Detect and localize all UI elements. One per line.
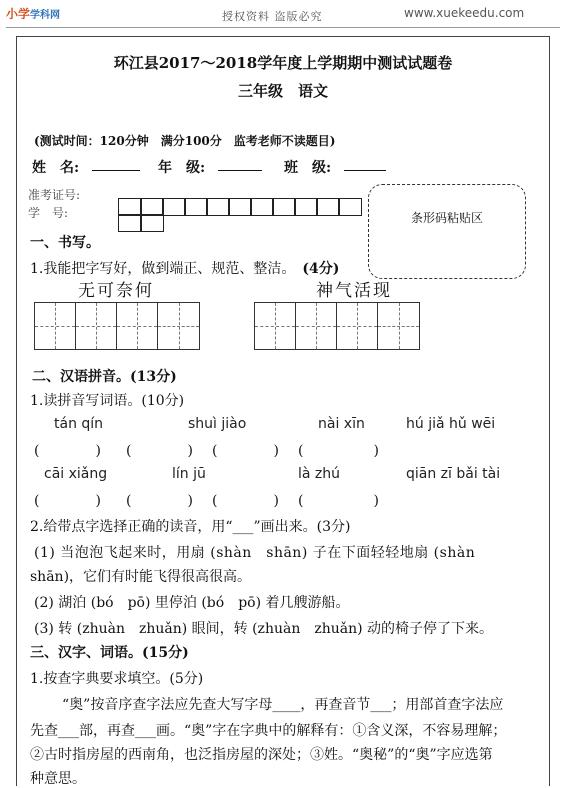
answer-bracket[interactable]: ( ) bbox=[126, 493, 193, 509]
sentence-1b: shān)，它们有时能飞得很高很高。 bbox=[30, 569, 252, 585]
pinyin-item: nài xīn bbox=[318, 416, 365, 432]
pinyin-item: hú jiǎ hǔ wēi bbox=[406, 416, 496, 432]
practice-word-2: 神气活现 bbox=[316, 281, 392, 301]
pinyin-item: shuì jiào bbox=[188, 416, 247, 432]
section2-q2: 2.给带点字选择正确的读音，用“___”画出来。(3分) bbox=[30, 519, 351, 535]
section3-paragraph-line3: ②古时指房屋的西南角，也泛指房屋的深处；③姓。“奥秘”的“奥”字应选第 bbox=[30, 747, 493, 763]
answer-bracket[interactable]: ( ) bbox=[34, 493, 101, 509]
barcode-area: 条形码粘贴区 bbox=[368, 184, 526, 279]
header-divider bbox=[6, 27, 560, 28]
answer-bracket[interactable]: ( ) bbox=[126, 443, 193, 459]
pinyin-item: là zhú bbox=[298, 466, 341, 482]
writing-grid-2[interactable] bbox=[254, 302, 420, 350]
section3-heading: 三、汉字、词语。(15分) bbox=[30, 645, 189, 661]
grade-field[interactable] bbox=[218, 158, 262, 171]
section3-paragraph-line4: 种意思。 bbox=[30, 771, 86, 787]
sentence-2: (2) 湖泊 (bó pō) 里停泊 (bó pō) 着几艘游船。 bbox=[34, 595, 350, 611]
practice-word-1: 无可奈何 bbox=[78, 281, 154, 301]
pinyin-item: lín jū bbox=[172, 466, 206, 482]
class-field[interactable] bbox=[344, 158, 386, 171]
sentence-1a: (1) 当泡泡飞起来时，用扇 (shàn shān) 子在下面轻轻地扇 (shàn bbox=[34, 545, 476, 561]
pinyin-item: tán qín bbox=[54, 416, 104, 432]
answer-bracket[interactable]: ( ) bbox=[34, 443, 101, 459]
pinyin-item: cāi xiǎng bbox=[44, 466, 108, 482]
class-label: 班 级: bbox=[284, 160, 332, 176]
student-id-label: 学 号: bbox=[28, 206, 69, 220]
section2-heading: 二、汉语拼音。(13分) bbox=[32, 369, 177, 385]
exam-info: (测试时间：120分钟 满分100分 监考老师不读题目) bbox=[34, 134, 336, 148]
admission-label: 准考证号: bbox=[28, 188, 81, 202]
pinyin-item: qiān zī bǎi tài bbox=[406, 466, 501, 482]
answer-bracket[interactable]: ( ) bbox=[298, 493, 379, 509]
copyright-notice: 授权资料 盗版必究 bbox=[222, 10, 323, 23]
grade-label: 年 级: bbox=[158, 160, 206, 176]
section1-q1: 1.我能把字写好，做到端正、规范、整洁。 (4分) bbox=[30, 261, 340, 277]
section3-paragraph-line2: 先查___部，再查___画。“奥”字在字典中的解释有：①含义深，不容易理解； bbox=[30, 723, 507, 739]
section3-paragraph-line1: “奥”按音序查字法应先查大写字母____，再查音节___；用部首查字法应 bbox=[62, 697, 504, 713]
answer-bracket[interactable]: ( ) bbox=[212, 443, 279, 459]
exam-subtitle: 三年级 语文 bbox=[237, 82, 328, 100]
section1-heading: 一、书写。 bbox=[30, 235, 100, 251]
section3-q1: 1.按查字典要求填空。(5分) bbox=[30, 671, 204, 687]
section2-q1: 1.读拼音写词语。(10分) bbox=[30, 393, 185, 409]
exam-title: 环江县2017～2018学年度上学期期中测试试题卷 bbox=[113, 54, 453, 72]
name-label: 姓 名: bbox=[32, 160, 80, 176]
site-url[interactable]: www.xuekeedu.com bbox=[404, 6, 525, 20]
sentence-3: (3) 转 (zhuàn zhuǎn) 眼间，转 (zhuàn zhuǎn) 动的椅子停了下来。 bbox=[34, 621, 494, 637]
writing-grid-1[interactable] bbox=[34, 302, 200, 350]
answer-bracket[interactable]: ( ) bbox=[212, 493, 279, 509]
name-field[interactable] bbox=[92, 158, 140, 171]
site-logo: 小学学科网 bbox=[6, 7, 61, 21]
answer-bracket[interactable]: ( ) bbox=[298, 443, 379, 459]
